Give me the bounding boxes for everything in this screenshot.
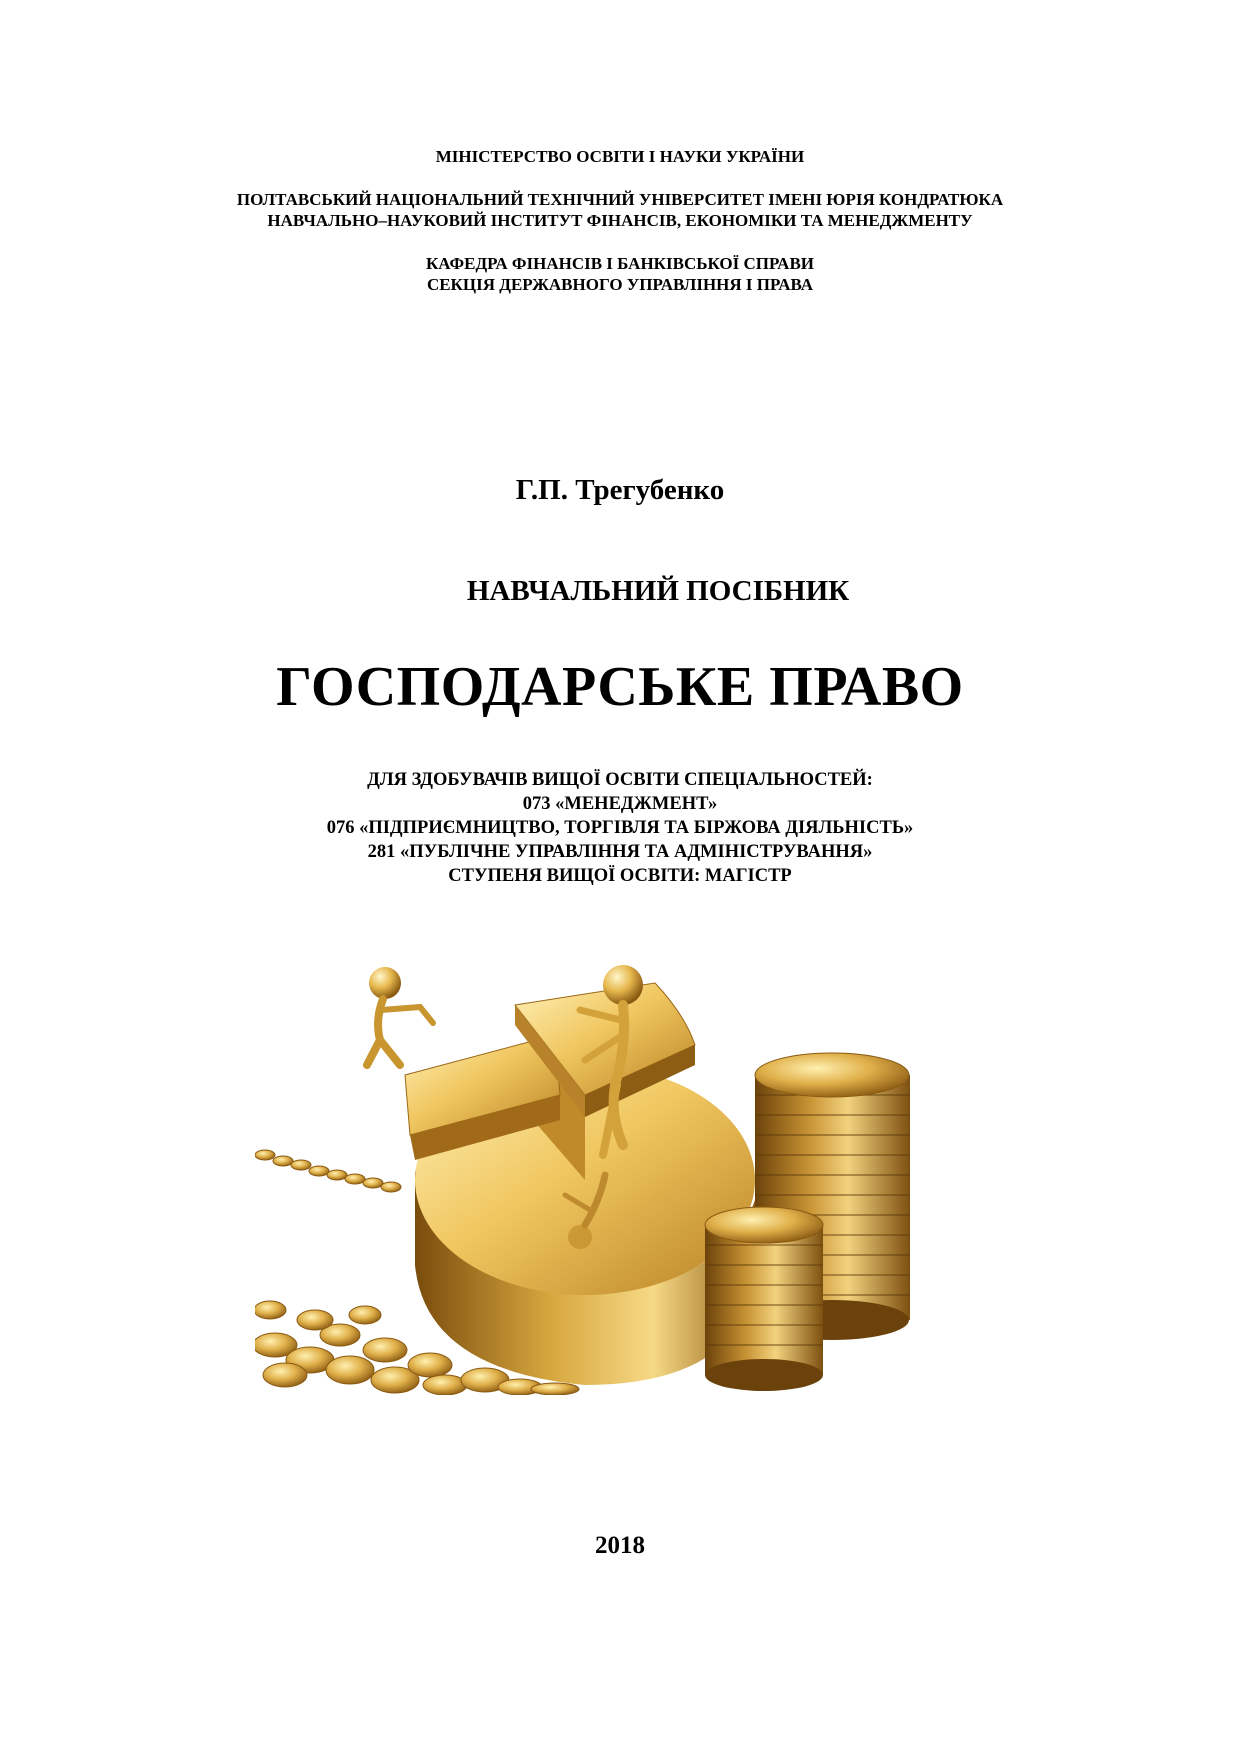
- author-name: Г.П. Трегубенко: [515, 474, 725, 506]
- institute-name: НАВЧАЛЬНО–НАУКОВИЙ ІНСТИТУТ ФІНАНСІВ, ЕКОНОМІКИ ТА МЕНЕДЖМЕНТУ: [267, 211, 973, 230]
- publication-type: НАВЧАЛЬНИЙ ПОСІБНИК: [466, 575, 850, 607]
- specialty-item: 073 «МЕНЕДЖМЕНТ»: [522, 794, 718, 814]
- gold-figure-left: [367, 967, 433, 1065]
- degree-level: СТУПЕНЯ ВИЩОЇ ОСВІТИ: МАГІСТР: [448, 866, 792, 886]
- gold-pie-chart: [405, 983, 755, 1385]
- department-name: КАФЕДРА ФІНАНСІВ І БАНКІВСЬКОЇ СПРАВИ: [425, 254, 815, 273]
- section-name: СЕКЦІЯ ДЕРЖАВНОГО УПРАВЛІННЯ І ПРАВА: [426, 275, 814, 294]
- publication-year: 2018: [595, 1532, 645, 1559]
- university-name: ПОЛТАВСЬКИЙ НАЦІОНАЛЬНИЙ ТЕХНІЧНИЙ УНІВЕРСИТЕТ ІМЕНІ ЮРІЯ КОНДРАТЮКА: [236, 190, 1004, 209]
- audience-intro: ДЛЯ ЗДОБУВАЧІВ ВИЩОЇ ОСВІТИ СПЕЦІАЛЬНОСТЕЙ:: [367, 770, 873, 790]
- specialty-item: 281 «ПУБЛІЧНЕ УПРАВЛІННЯ ТА АДМІНІСТРУВАННЯ»: [367, 842, 873, 862]
- gold-pie-chart-coins-illustration: [255, 965, 975, 1395]
- book-title: ГОСПОДАРСЬКЕ ПРАВО: [276, 656, 964, 718]
- ministry-name: МІНІСТЕРСТВО ОСВІТИ І НАУКИ УКРАЇНИ: [435, 147, 805, 166]
- coin-stack-small: [705, 1207, 823, 1391]
- specialty-item: 076 «ПІДПРИЄМНИЦТВО, ТОРГІВЛЯ ТА БІРЖОВА ДІЯЛЬНІСТЬ»: [326, 818, 914, 838]
